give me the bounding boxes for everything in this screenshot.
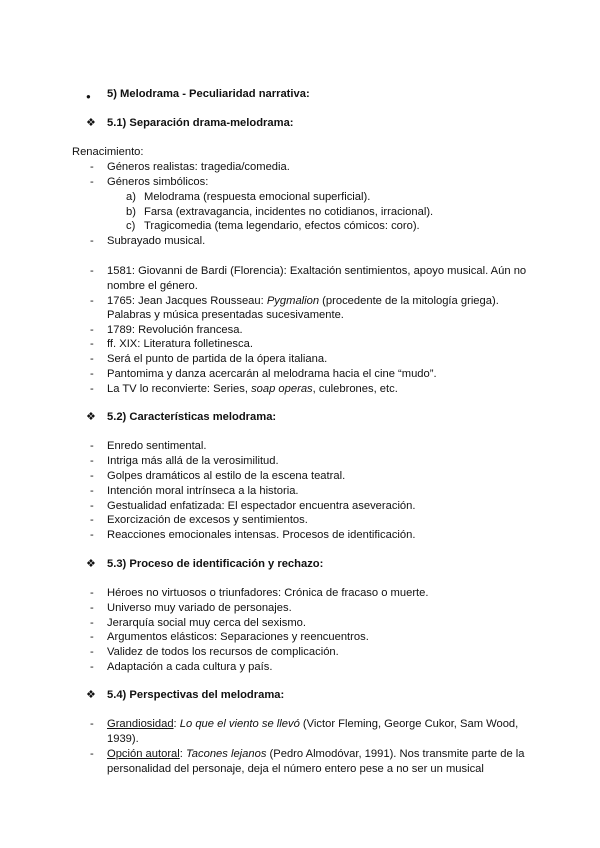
grandiosidad-sep: :	[173, 718, 180, 730]
sub-item-text: Tragicomedia (tema legendario, efectos cómicos: coro).	[144, 220, 420, 232]
diamond-bullet-icon: ❖	[86, 411, 96, 423]
dash-marker: -	[90, 514, 94, 526]
dash-marker: -	[90, 617, 94, 629]
list-item: Intención moral intrínseca a la historia.	[107, 485, 299, 497]
dash-marker: -	[90, 353, 94, 365]
dash-marker: -	[90, 529, 94, 541]
list-item: Gestualidad enfatizada: El espectador encuentra aseveración.	[107, 500, 416, 512]
item-1581-line1: 1581: Giovanni de Bardi (Florencia): Exaltación sentimientos, apoyo musical. Aún no	[107, 265, 527, 277]
diamond-bullet-icon: ❖	[86, 558, 96, 570]
list-item: ff. XIX: Literatura folletinesca.	[107, 338, 253, 350]
dash-marker: -	[90, 176, 94, 188]
intro-text: Renacimiento:	[72, 146, 144, 158]
list-item: Pantomima y danza acercarán al melodrama hacia el cine “mudo”.	[107, 368, 437, 380]
sub-item-letter: c)	[126, 220, 136, 232]
list-item	[107, 294, 547, 309]
grandiosidad-label: Grandiosidad	[107, 718, 174, 730]
list-item: Géneros realistas: tragedia/comedia.	[107, 161, 290, 173]
dash-marker: -	[90, 455, 94, 467]
dash-marker: -	[90, 161, 94, 173]
dash-marker: -	[90, 338, 94, 350]
grandiosidad-rest: (Victor Fleming, George Cukor, Sam Wood,	[299, 718, 519, 730]
opcion-autoral-rest: (Pedro Almodóvar, 1991). Nos transmite parte de la	[266, 748, 525, 760]
dash-marker: -	[90, 602, 94, 614]
list-item: Géneros simbólicos:	[107, 176, 209, 188]
tv-italic: soap operas	[251, 383, 313, 395]
dash-marker: -	[90, 485, 94, 497]
sub-item-letter: b)	[126, 206, 136, 218]
dash-marker: -	[90, 383, 94, 395]
dash-marker: -	[90, 661, 94, 673]
dash-marker: -	[90, 646, 94, 658]
bullet-icon: ●	[86, 92, 91, 101]
list-item: Subrayado musical.	[107, 235, 206, 247]
list-item: Héroes no virtuosos o triunfadores: Crónica de fracaso o muerte.	[107, 587, 429, 599]
section-title-5-2: 5.2) Características melodrama:	[107, 411, 277, 423]
item-1765-line2: Palabras y música presentadas sucesivamente.	[107, 309, 344, 321]
dash-marker: -	[90, 324, 94, 336]
item-1581-line2: nombre el género.	[107, 280, 198, 292]
list-item: Reacciones emocionales intensas. Procesos de identificación.	[107, 529, 416, 541]
diamond-bullet-icon: ❖	[86, 689, 96, 701]
list-item: Será el punto de partida de la ópera italiana.	[107, 353, 328, 365]
dash-marker: -	[90, 470, 94, 482]
list-item: Argumentos elásticos: Separaciones y reencuentros.	[107, 631, 369, 643]
opcion-autoral-film: Tacones lejanos	[185, 748, 267, 760]
dash-marker: -	[90, 295, 94, 307]
sub-item-letter: a)	[126, 191, 136, 203]
dash-marker: -	[90, 718, 94, 730]
main-heading: 5) Melodrama - Peculiaridad narrativa:	[107, 88, 310, 100]
item-1765-italic: Pygmalion	[266, 295, 320, 307]
opcion-autoral-sep: :	[179, 748, 186, 760]
tv-post: , culebrones, etc.	[312, 383, 398, 395]
list-item: Adaptación a cada cultura y país.	[107, 661, 273, 673]
section-title-5-3: 5.3) Proceso de identificación y rechazo:	[107, 558, 324, 570]
dash-marker: -	[90, 265, 94, 277]
dash-marker: -	[90, 500, 94, 512]
tv-pre: La TV lo reconvierte: Series,	[107, 383, 252, 395]
dash-marker: -	[90, 631, 94, 643]
list-item: Intriga más allá de la verosimilitud.	[107, 455, 279, 467]
section-title-5-4: 5.4) Perspectivas del melodrama:	[107, 689, 285, 701]
diamond-bullet-icon: ❖	[86, 117, 96, 129]
list-item: Enredo sentimental.	[107, 440, 207, 452]
list-item: 1789: Revolución francesa.	[107, 324, 243, 336]
sub-item-text: Farsa (extravagancia, incidentes no cotidianos, irracional).	[144, 206, 434, 218]
dash-marker: -	[90, 235, 94, 247]
list-item: Jerarquía social muy cerca del sexismo.	[107, 617, 306, 629]
opcion-autoral-label: Opción autoral	[107, 748, 180, 760]
dash-marker: -	[90, 368, 94, 380]
list-item	[107, 264, 547, 279]
dash-marker: -	[90, 440, 94, 452]
list-item	[107, 747, 547, 762]
list-item: Golpes dramáticos al estilo de la escena teatral.	[107, 470, 346, 482]
list-item: Validez de todos los recursos de complicación.	[107, 646, 339, 658]
list-item	[107, 382, 547, 397]
item-1765-pre: 1765: Jean Jacques Rousseau:	[107, 295, 267, 307]
dash-marker: -	[90, 748, 94, 760]
grandiosidad-line2: 1939).	[107, 733, 139, 745]
dash-marker: -	[90, 587, 94, 599]
list-item: Exorcización de excesos y sentimientos.	[107, 514, 308, 526]
list-item: Universo muy variado de personajes.	[107, 602, 292, 614]
list-item	[107, 717, 547, 732]
section-title-5-1: 5.1) Separación drama-melodrama:	[107, 117, 294, 129]
opcion-autoral-line2: personalidad del personaje, deja el número entero pese a no ser un musical	[107, 763, 484, 775]
sub-item-text: Melodrama (respuesta emocional superficial).	[144, 191, 371, 203]
grandiosidad-film: Lo que el viento se llevó	[179, 718, 300, 730]
item-1765-post: (procedente de la mitología griega).	[319, 295, 499, 307]
